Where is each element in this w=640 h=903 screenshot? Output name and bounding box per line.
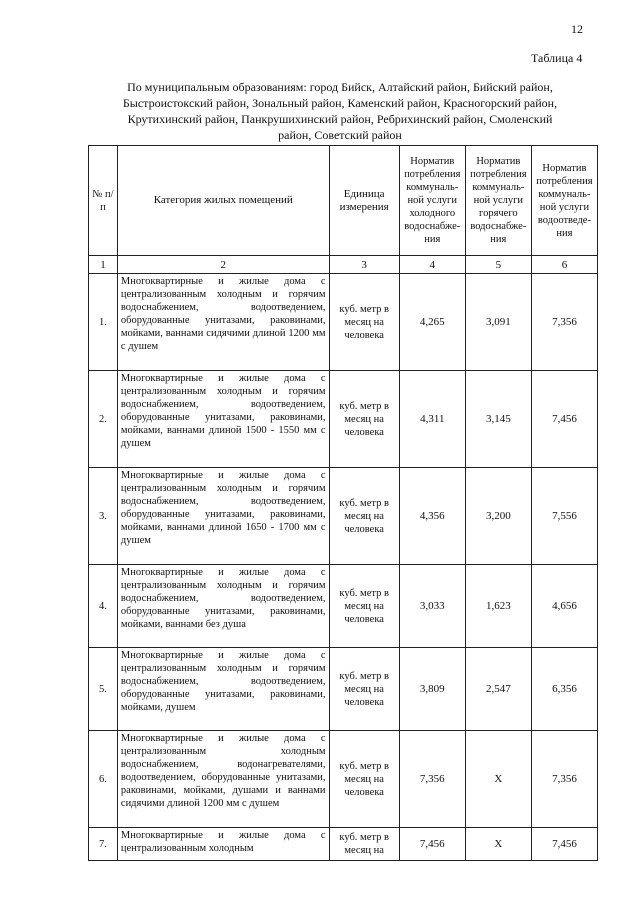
row-cold-water: 7,356 [399, 731, 465, 828]
header-drainage: Норматив потребления коммуналь-ной услуги водоотведе-ния [531, 146, 597, 256]
row-category: Многоквартирные и жилые дома с централизованным холодным и горячим водоснабжением, водоотведением, оборудованные унитазами, раковинами, мойками, ваннами длиной 1650 - 1700 мм с душем [117, 468, 329, 565]
row-category: Многоквартирные и жилые дома с централизованным холодным и горячим водоснабжением, водоотведением, оборудованные унитазами, раковинами, мойками, ваннами длиной 1500 - 1550 мм с душем [117, 371, 329, 468]
column-number: 6 [531, 256, 597, 274]
header-num: № п/п [89, 146, 118, 256]
row-drainage: 6,356 [531, 648, 597, 731]
column-number: 3 [329, 256, 399, 274]
row-unit: куб. метр в месяц на человека [329, 371, 399, 468]
row-unit: куб. метр в месяц на человека [329, 468, 399, 565]
row-cold-water: 4,356 [399, 468, 465, 565]
row-unit: куб. метр в месяц на человека [329, 648, 399, 731]
row-category: Многоквартирные и жилые дома с централизованным холодным и горячим водоснабжением, водоотведением, оборудованные унитазами, раковинами, мойками, душем [117, 648, 329, 731]
row-hot-water: 3,200 [465, 468, 531, 565]
row-unit: куб. метр в месяц на человека [329, 565, 399, 648]
column-number: 4 [399, 256, 465, 274]
row-category: Многоквартирные и жилые дома с централизованным холодным [117, 828, 329, 861]
page-number: 12 [571, 22, 583, 36]
row-drainage: 7,556 [531, 468, 597, 565]
table-row [89, 828, 598, 861]
row-drainage: 7,456 [531, 828, 597, 861]
header-hot-water: Норматив потребления коммуналь-ной услуги горячего водоснабже-ния [465, 146, 531, 256]
column-number: 1 [89, 256, 118, 274]
column-number-row [89, 256, 598, 274]
row-number: 1. [89, 274, 118, 371]
table-row [89, 565, 598, 648]
table-number: Таблица 4 [531, 51, 583, 65]
column-number: 2 [117, 256, 329, 274]
row-number: 2. [89, 371, 118, 468]
row-hot-water: 2,547 [465, 648, 531, 731]
table-row [89, 648, 598, 731]
header-unit: Единица измерения [329, 146, 399, 256]
row-number: 7. [89, 828, 118, 861]
row-cold-water: 4,265 [399, 274, 465, 371]
header-category: Категория жилых помещений [117, 146, 329, 256]
row-cold-water: 3,809 [399, 648, 465, 731]
row-drainage: 7,356 [531, 274, 597, 371]
row-category: Многоквартирные и жилые дома с централизованным холодным и горячим водоснабжением, водоотведением, оборудованные унитазами, раковинами, мойками, ваннами сидячими длиной 1200 мм с душем [117, 274, 329, 371]
row-unit: куб. метр в месяц на человека [329, 274, 399, 371]
table-row [89, 731, 598, 828]
header-cold-water: Норматив потребления коммуналь-ной услуги холодного водоснабже-ния [399, 146, 465, 256]
row-number: 4. [89, 565, 118, 648]
row-hot-water: X [465, 828, 531, 861]
table-row [89, 274, 598, 371]
row-cold-water: 3,033 [399, 565, 465, 648]
row-cold-water: 4,311 [399, 371, 465, 468]
table-row [89, 468, 598, 565]
row-drainage: 7,456 [531, 371, 597, 468]
row-drainage: 4,656 [531, 565, 597, 648]
row-hot-water: 3,091 [465, 274, 531, 371]
row-hot-water: 3,145 [465, 371, 531, 468]
row-category: Многоквартирные и жилые дома с централизованным холодным и горячим водоснабжением, водоотведением, оборудованные унитазами, раковинами, мойками, ваннами без душа [117, 565, 329, 648]
row-number: 5. [89, 648, 118, 731]
row-unit: куб. метр в месяц на человека [329, 731, 399, 828]
column-number: 5 [465, 256, 531, 274]
table-row [89, 371, 598, 468]
table-heading: По муниципальным образованиям: город Бийск, Алтайский район, Бийский район, Быстроистокский район, Зональный район, Каменский район, Красногорский район, Крутихинский район, Панкрушихинский район, Ребрихинский район, Смоленский район, Советский район [122, 80, 558, 142]
row-hot-water: X [465, 731, 531, 828]
row-hot-water: 1,623 [465, 565, 531, 648]
norms-table [88, 145, 598, 861]
header-row [89, 146, 598, 256]
row-number: 3. [89, 468, 118, 565]
row-number: 6. [89, 731, 118, 828]
row-category: Многоквартирные и жилые дома с централизованным холодным водоснабжением, водонагревателями, водоотведением, оборудованные унитазами, раковинами, мойками, душами и ваннами сидячими длиной 1200 мм с душем [117, 731, 329, 828]
row-cold-water: 7,456 [399, 828, 465, 861]
row-unit: куб. метр в месяц на [329, 828, 399, 861]
row-drainage: 7,356 [531, 731, 597, 828]
